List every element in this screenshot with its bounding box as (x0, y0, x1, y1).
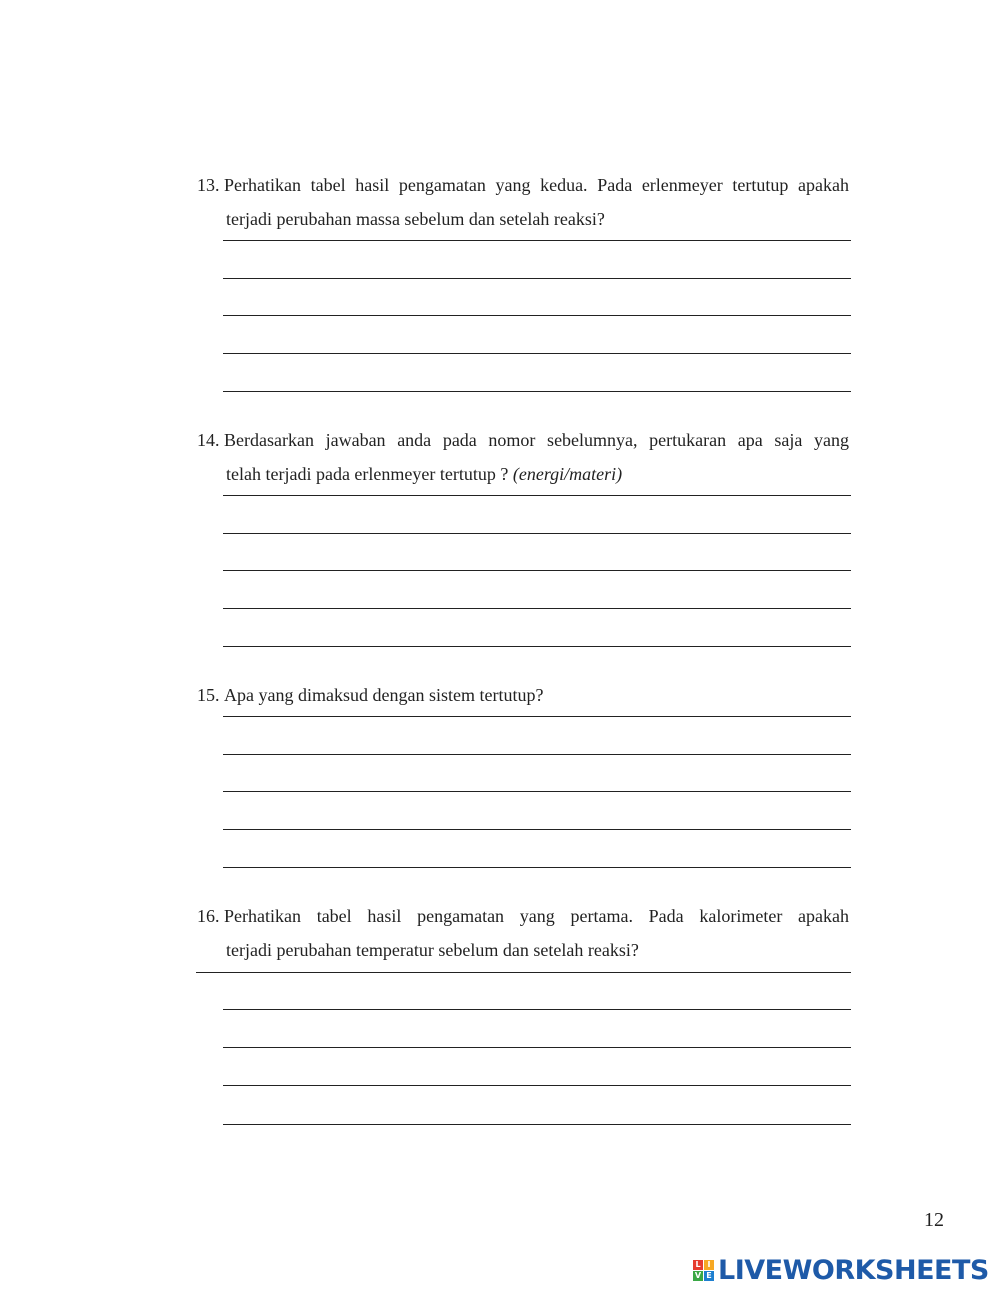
question-text: Perhatikan tabel hasil pengamatan yang kedua. Pada erlenmeyer tertutup apakah (224, 175, 849, 195)
answer-line[interactable] (223, 570, 851, 571)
liveworksheets-logo (693, 1256, 989, 1284)
answer-line[interactable] (223, 1124, 851, 1125)
answer-line[interactable] (223, 1047, 851, 1048)
answer-line[interactable] (223, 315, 851, 316)
answer-line[interactable] (223, 240, 851, 241)
answer-line[interactable] (223, 1009, 851, 1010)
answer-line[interactable] (196, 972, 851, 973)
answer-line[interactable] (223, 829, 851, 830)
question-13 (197, 168, 849, 236)
question-15 (197, 678, 849, 712)
answer-line[interactable] (223, 278, 851, 279)
brand-mark-letter: V (694, 1270, 702, 1280)
question-text: Berdasarkan jawaban anda pada nomor sebelumnya, pertukaran apa saja yang (224, 430, 849, 450)
page-number: 12 (924, 1209, 944, 1231)
answer-line[interactable] (223, 533, 851, 534)
answer-line[interactable] (223, 867, 851, 868)
answer-line[interactable] (223, 1085, 851, 1086)
question-text: Perhatikan tabel hasil pengamatan yang pertama. Pada kalorimeter apakah (224, 906, 849, 926)
brand-mark-letter: E (704, 1271, 714, 1281)
question-number: 16. (197, 906, 220, 926)
question-16 (197, 899, 849, 967)
brand-mark-letter: L (693, 1260, 703, 1270)
brand-name: LIVEWORKSHEETS (718, 1254, 989, 1286)
question-hint: (energi/materi) (512, 464, 623, 484)
question-text-continued: telah terjadi pada erlenmeyer tertutup ? (energi/materi) (226, 464, 623, 484)
answer-line[interactable] (223, 353, 851, 354)
answer-line[interactable] (223, 791, 851, 792)
brand-mark-letter: I (704, 1260, 714, 1270)
answer-line[interactable] (223, 646, 851, 647)
question-text-continued: terjadi perubahan temperatur sebelum dan setelah reaksi? (226, 940, 639, 960)
question-number: 14. (197, 430, 220, 450)
question-14 (197, 423, 849, 491)
brand-mark-icon (693, 1260, 714, 1281)
answer-line[interactable] (223, 608, 851, 609)
answer-line[interactable] (223, 495, 851, 496)
answer-line[interactable] (223, 754, 851, 755)
question-number: 15. (197, 685, 220, 705)
answer-line[interactable] (223, 716, 851, 717)
question-text-continued: terjadi perubahan massa sebelum dan setelah reaksi? (226, 209, 605, 229)
answer-line[interactable] (223, 391, 851, 392)
question-number: 13. (197, 175, 220, 195)
question-text: Apa yang dimaksud dengan sistem tertutup? (224, 685, 544, 705)
